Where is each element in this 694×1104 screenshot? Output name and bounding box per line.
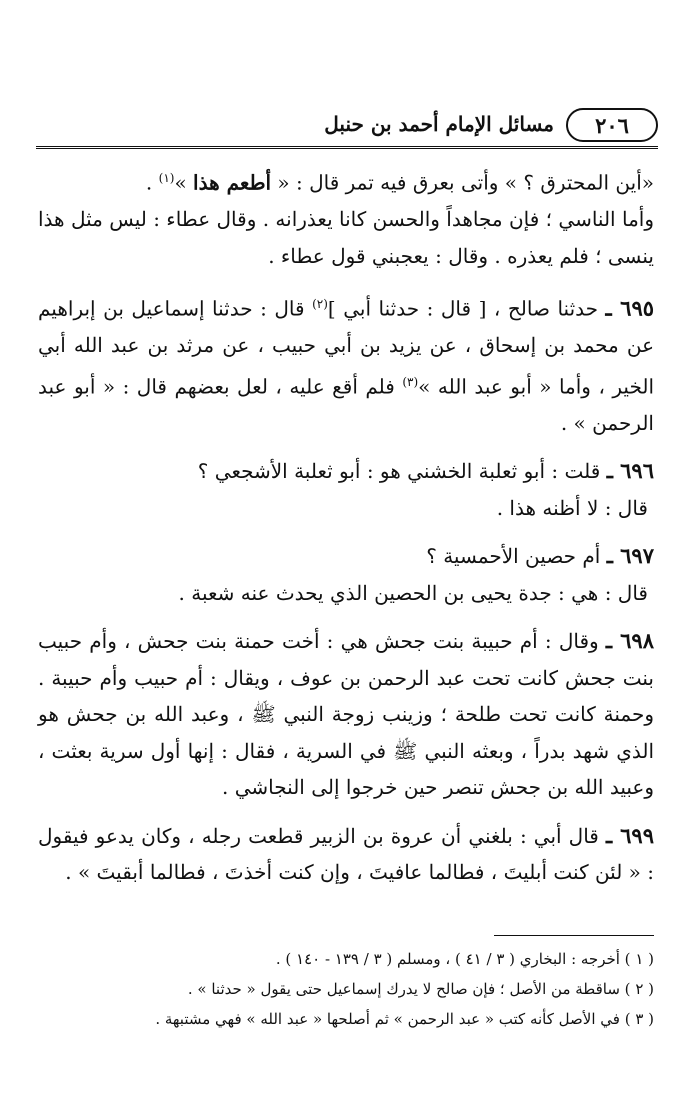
page-number: ٢٠٦ <box>566 108 658 142</box>
footnote-ref-3: (٣) <box>402 374 419 389</box>
entry-number: ٦٩٦ ـ <box>606 458 654 484</box>
entry-number: ٦٩٩ ـ <box>605 822 654 848</box>
footnotes <box>40 944 654 1034</box>
main-text <box>38 160 654 891</box>
running-title: مسائل الإمام أحمد بن حنبل <box>324 112 554 136</box>
entry-number: ٦٩٥ ـ <box>605 295 655 321</box>
entry-698: ٦٩٨ ـ وقال : أم حبيبة بنت جحش هي : أخت حمنة بنت جحش ، وأم حبيب بنت جحش كانت تحت عبد الرحمن بن عوف ، ويقال : أم حبيب وأم حبيبة . وحمنة كانت تحت طلحة ؛ وزينب زوجة النبي ﷺ ، وعبد الله بن جحش هو الذي شهد بدراً ، وبعثه النبي ﷺ في السرية ، فقال : إنها أول سرية بعثت ، وعبيد الله بن جحش تنصر حين خرجوا إلى النجاشي . <box>38 628 655 800</box>
entry-number: ٦٩٧ ـ <box>606 543 654 569</box>
footnote-3: ( ٣ ) في الأصل كأنه كتب « عبد الرحمن » ثم أصلحها « عبد الله » فهي مشتبهة . <box>155 1010 654 1028</box>
entry-696: ٦٩٦ ـ قلت : أبو ثعلبة الخشني هو : أبو ثعلبة الأشجعي ؟ <box>197 458 654 484</box>
paragraph-continuation: «أين المحترق ؟ » وأتى بعرق فيه تمر قال : « أطعم هذا »$^{(١)}$ . <box>145 170 654 195</box>
footnote-ref-2: (٢) <box>312 297 328 312</box>
entry-697: ٦٩٧ ـ أم حصين الأحمسية ؟ <box>426 543 654 569</box>
bold-quote: أطعم هذا <box>193 170 272 195</box>
entry-number: ٦٩٨ ـ <box>605 628 654 654</box>
footnote-rule <box>494 935 654 936</box>
answer: قال : هي : جدة يحيى بن الحصين الذي يحدث عنه شعبة . <box>178 580 648 605</box>
header-rule <box>36 146 658 149</box>
paragraph: وأما الناسي ؛ فإن مجاهداً والحسن كانا يعذرانه . وقال عطاء : ليس مثل هذا ينسى ؛ فلم يعذره . وقال : يعجبني قول عطاء . <box>38 207 654 268</box>
footnote-1: ( ١ ) أخرجه : البخاري ( ٣ / ٤١ ) ، ومسلم ( ٣ / ١٣٩ - ١٤٠ ) . <box>275 950 654 968</box>
page-header <box>36 108 658 150</box>
entry-699: ٦٩٩ ـ قال أبي : بلغني أن عروة بن الزبير قطعت رجله ، وكان يدعو فيقول : « لئن كنت أبليتَ ، فطالما عافيتَ ، وإن كنت أخذتَ ، فطالما أبقيتَ » . <box>38 822 654 885</box>
entry-695: ٦٩٥ ـ حدثنا صالح ، [ قال : حدثنا أبي ]$^{(٢)}$ قال : حدثنا إسماعيل بن إبراهيم عن محمد بن إسحاق ، عن يزيد بن أبي حبيب ، عن مرثد بن عبد الله أبي الخير ، وأما « أبو عبد الله »$^{(٣)}$ فلم أقع عليه ، لعل بعضهم قال : « أبو عبد الرحمن » . <box>38 295 655 435</box>
footnote-2: ( ٢ ) ساقطة من الأصل ؛ فإن صالح لا يدرك إسماعيل حتى يقول « حدثنا » . <box>187 980 654 998</box>
footnote-ref-1: (١) <box>158 171 175 185</box>
answer: قال : لا أظنه هذا . <box>496 495 648 520</box>
